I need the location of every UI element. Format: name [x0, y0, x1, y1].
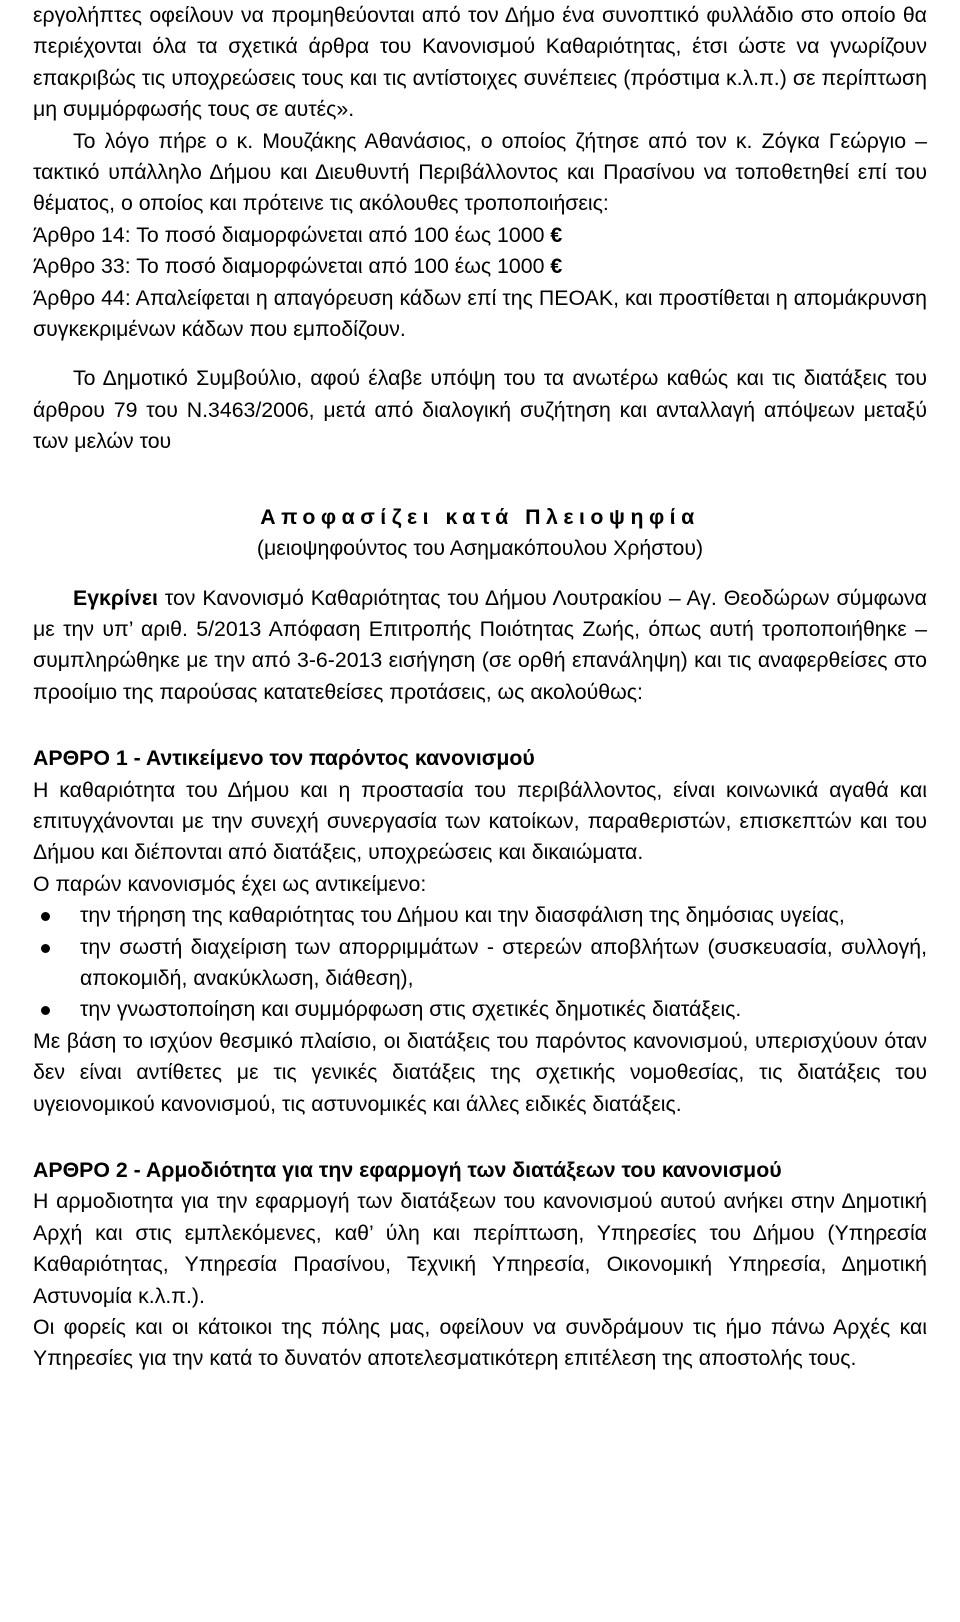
council-paragraph: Το Δημοτικό Συμβούλιο, αφού έλαβε υπόψη του τα ανωτέρω καθώς και τις διατάξεις του άρθρου 79 του Ν.3463/2006, μετά από διαλογική συζήτηση και ανταλλαγή απόψεων μεταξύ των μελών του: [33, 366, 927, 454]
list-item-text: την γνωστοποίηση και συμμόρφωση στις σχετικές δημοτικές διατάξεις.: [80, 997, 742, 1022]
amendment-article-14: [33, 220, 927, 251]
list-item: [33, 994, 927, 1025]
bullet-icon: [41, 1006, 50, 1015]
euro-sign: €: [550, 222, 563, 247]
article-1-object-list: [33, 900, 927, 1026]
euro-sign: €: [550, 254, 563, 279]
article-2-closing: Οι φορείς και οι κάτοικοι της πόλης μας, οφείλουν να συνδράμουν τις ήμο πάνω Αρχές και Υπηρεσίες για την κατά το δυνατόν αποτελεσματικότερη επιτέλεση της αποστολής τους.: [33, 1315, 927, 1371]
amendment-33-text: Άρθρο 33: Το ποσό διαμορφώνεται από 100 έως 1000: [33, 254, 545, 279]
list-item-text: την τήρηση της καθαριότητας του Δήμου και την διασφάλιση της δημόσιας υγείας,: [80, 903, 845, 928]
decision-title: Αποφασίζει κατά Πλειοψηφία: [260, 504, 700, 529]
amendment-article-33: [33, 251, 927, 282]
article-1-text: Η καθαριότητα του Δήμου και η προστασία του περιβάλλοντος, είναι κοινωνικά αγαθά και επιτυγχάνονται με την συνεχή συνεργασία των κατοίκων, παραθεριστών, επισκεπτών και του Δήμου και διέπονται από διατάξεις, υποχρεώσεις και δικαιώματα.: [33, 777, 927, 865]
amendment-14-text: Άρθρο 14: Το ποσό διαμορφώνεται από 100 έως 1000: [33, 222, 545, 247]
decision-minority: (μειοψηφούντος του Ασημακόπουλου Χρήστου): [256, 536, 704, 561]
list-item: [33, 900, 927, 931]
article-1-heading: ΑΡΘΡΟ 1 - Αντικείμενο τον παρόντος κανονισμού: [33, 746, 535, 771]
speaker-paragraph: Το λόγο πήρε ο κ. Μουζάκης Αθανάσιος, ο οποίος ζήτησε από τον κ. Ζόγκα Γεώργιο – τακτικό υπάλληλο Δήμου και Διευθυντή Περιβάλλοντος και Πρασίνου να τοποθετηθεί επί του θέματος, ο οποίος και πρότεινε τις ακόλουθες τροποποιήσεις:: [33, 128, 927, 216]
bullet-icon: [41, 944, 50, 953]
decision-approval: [33, 583, 927, 709]
intro-paragraph: εργολήπτες οφείλουν να προμηθεύονται από τον Δήμο ένα συνοπτικό φυλλάδιο στο οποίο θα περιέχονται όλα τα σχετικά άρθρα του Κανονισμού Καθαριότητας, έτσι ώστε να γνωρίζουν επακριβώς τις υποχρεώσεις τους και τις αντίστοιχες συνέπειες (πρόστιμα κ.λ.π.) σε περίπτωση μη συμμόρφωσής τους σε αυτές».: [33, 3, 927, 122]
article-1-closing: Με βάση το ισχύον θεσμικό πλαίσιο, οι διατάξεις του παρόντος κανονισμού, υπερισχύουν όταν δεν είναι αντίθετες με τις γενικές διατάξεις της σχετικής νομοθεσίας, τις διατάξεις του υγειονομικού κανονισμού, τις αστυνομικές και άλλες ειδικές διατάξεις.: [33, 1028, 927, 1116]
approves-text: τον Κανονισμό Καθαριότητας του Δήμου Λουτρακίου – Αγ. Θεοδώρων σύμφωνα με την υπ’ αριθ. 5/2013 Απόφαση Επιτροπής Ποιότητας Ζωής, όπως αυτή τροποποιήθηκε – συμπληρώθηκε με την από 3-6-2013 εισήγηση (σε ορθή επανάληψη) και τις αναφερθείσες στο προοίμιο της παρούσας κατατεθείσες προτάσεις, ως ακολούθως:: [33, 585, 927, 704]
approves-keyword: Εγκρίνει: [73, 585, 158, 610]
article-1-object-intro: Ο παρών κανονισμός έχει ως αντικείμενο:: [33, 871, 427, 896]
list-item: [33, 932, 927, 995]
bullet-icon: [41, 912, 50, 921]
amendment-article-44: Άρθρο 44: Απαλείφεται η απαγόρευση κάδων επί της ΠΕΟΑΚ, και προστίθεται η απομάκρυνση συγκεκριμένων κάδων που εμποδίζουν.: [33, 285, 927, 342]
article-2-heading: ΑΡΘΡΟ 2 - Αρμοδιότητα για την εφαρμογή των διατάξεων του κανονισμού: [33, 1158, 782, 1182]
list-item-text: την σωστή διαχείριση των απορριμμάτων - στερεών αποβλήτων (συσκευασία, συλλογή, αποκομιδή, ανακύκλωση, διάθεση),: [80, 934, 927, 990]
article-2-text: Η αρμοδιοτητα για την εφαρμογή των διατάξεων του κανονισμού αυτού ανήκει στην Δημοτική Αρχή και στις εμπλεκόμενες, καθ’ ύλη και περίπτωση, Υπηρεσίες του Δήμου (Υπηρεσία Καθαριότητας, Υπηρεσία Πρασίνου, Τεχνική Υπηρεσία, Οικονομική Υπηρεσία, Δημοτική Αστυνομία κ.λ.π.).: [33, 1189, 927, 1308]
